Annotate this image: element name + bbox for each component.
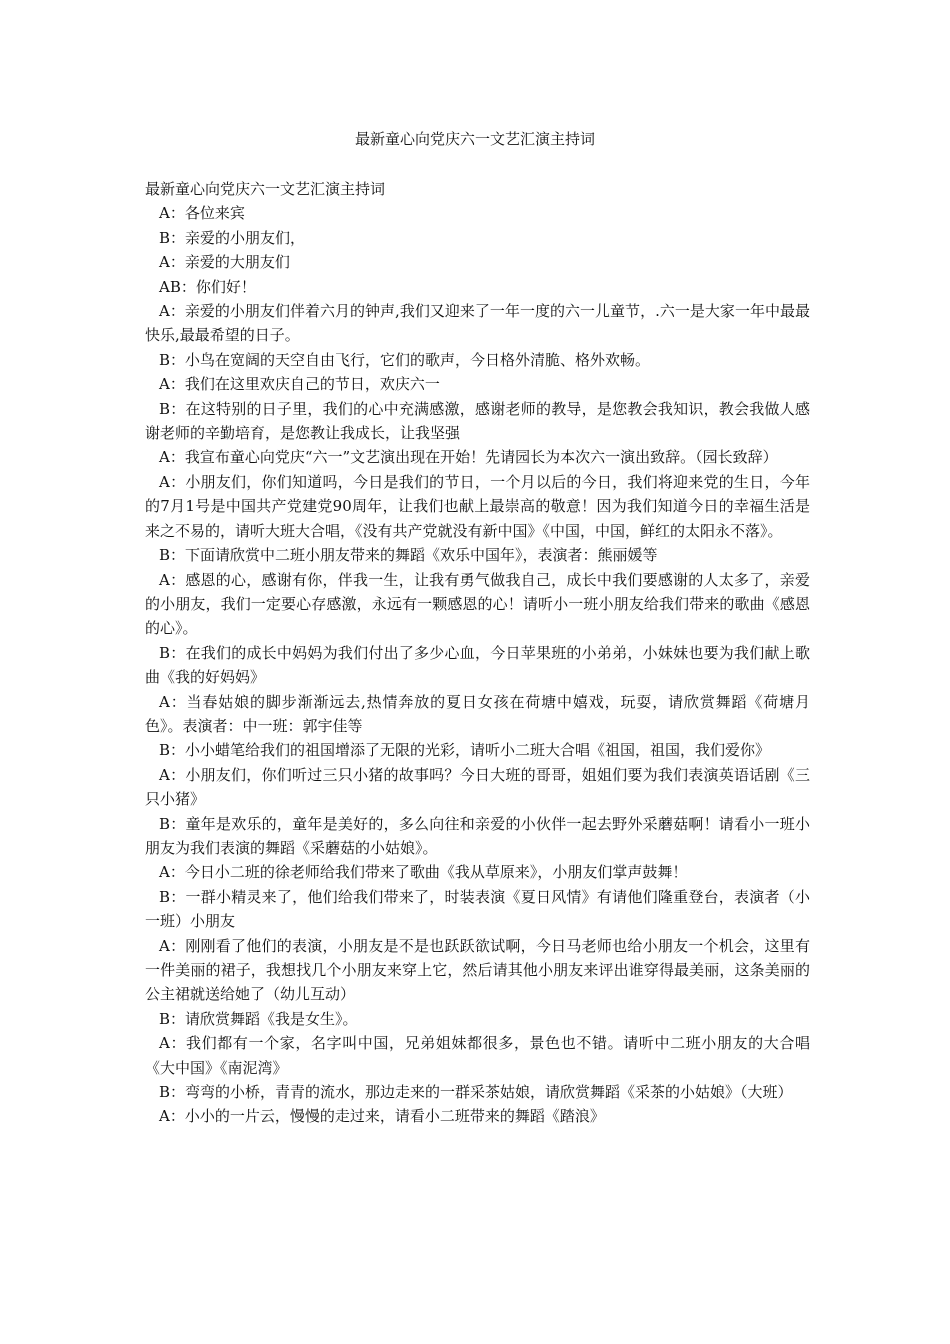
- document-body: [145, 177, 810, 1129]
- script-line: A：小小的一片云，慢慢的走过来，请看小二班带来的舞蹈《踏浪》: [159, 1107, 605, 1126]
- script-line: A：感恩的心，感谢有你，伴我一生，让我有勇气做我自己，成长中我们要感谢的人太多了，亲爱的小朋友，我们一定要心存感激，永远有一颗感恩的心！请听小一班小朋友给我们带来的歌曲《感恩的心》。: [145, 570, 810, 638]
- script-line: A：刚刚看了他们的表演，小朋友是不是也跃跃欲试啊，今日马老师也给小朋友一个机会，这里有一件美丽的裙子，我想找几个小朋友来穿上它，然后请其他小朋友来评出谁穿得最美丽，这条美丽的公主裙就送给她了（幼儿互动）: [145, 936, 810, 1004]
- script-line: B：在我们的成长中妈妈为我们付出了多少心血，今日苹果班的小弟弟，小妹妹也要为我们献上歌曲《我的好妈妈》: [145, 643, 810, 687]
- script-line: B：小鸟在宽阔的天空自由飞行，它们的歌声，今日格外清脆、格外欢畅。: [159, 350, 651, 369]
- document-subtitle: 最新童心向党庆六一文艺汇演主持词: [145, 180, 386, 198]
- script-line: A：我们在这里欢庆自己的节日，欢庆六一: [159, 375, 440, 394]
- script-line: A：小朋友们，你们知道吗，今日是我们的节日，一个月以后的今日，我们将迎来党的生日，今年的7月1号是中国共产党建党90周年，让我们也献上最崇高的敬意！因为我们知道今日的幸福生活是来之不易的，请听大班大合唱，《没有共产党就没有新中国》《中国，中国，鲜红的太阳永不落》。: [145, 472, 810, 540]
- script-line: A：今日小二班的徐老师给我们带来了歌曲《我从草原来》，小朋友们掌声鼓舞！: [159, 863, 688, 882]
- script-line: B：亲爱的小朋友们，: [159, 228, 306, 247]
- script-line: B：请欣赏舞蹈《我是女生》。: [159, 1009, 358, 1028]
- script-line: B：童年是欢乐的，童年是美好的，多么向往和亲爱的小伙伴一起去野外采蘑菇啊！请看小一班小朋友为我们表演的舞蹈《采蘑菇的小姑娘》。: [145, 814, 810, 857]
- script-line: AB：你们好！: [159, 277, 256, 296]
- script-line: B：下面请欣赏中二班小朋友带来的舞蹈《欢乐中国年》，表演者：熊丽媛等: [159, 546, 658, 565]
- script-line: A：亲爱的大朋友们: [159, 253, 290, 272]
- script-line: B：小小蜡笔给我们的祖国增添了无限的光彩，请听小二班大合唱《祖国，祖国，我们爱你》: [159, 741, 771, 760]
- document-title: 最新童心向党庆六一文艺汇演主持词: [354, 130, 595, 148]
- script-line: B：在这特别的日子里，我们的心中充满感激，感谢老师的教导，是您教会我知识，教会我做人感谢老师的辛勤培育，是您教让我成长，让我坚强: [145, 399, 810, 443]
- script-line: A：我们都有一个家，名字叫中国，兄弟姐妹都很多，景色也不错。请听中二班小朋友的大合唱《大中国》《南泥湾》: [145, 1034, 810, 1077]
- script-line: A：小朋友们，你们听过三只小猪的故事吗？今日大班的哥哥，姐姐们要为我们表演英语话剧《三只小猪》: [145, 765, 810, 809]
- script-line: B：弯弯的小桥，青青的流水，那边走来的一群采茶姑娘，请欣赏舞蹈《采茶的小姑娘》（大班）: [159, 1083, 793, 1102]
- script-line: A：各位来宾: [159, 204, 245, 223]
- script-line: A：我宣布童心向党庆“六一”文艺演出现在开始！先请园长为本次六一演出致辞。（园长致辞）: [159, 448, 778, 467]
- script-line: A：当春姑娘的脚步渐渐远去,热情奔放的夏日女孩在荷塘中嬉戏，玩耍，请欣赏舞蹈《荷塘月色》。表演者：中一班：郭宇佳等: [145, 692, 810, 735]
- script-line: A：亲爱的小朋友们伴着六月的钟声,我们又迎来了一年一度的六一儿童节，.六一是大家一年中最最快乐,最最希望的日子。: [145, 302, 810, 345]
- script-line: B：一群小精灵来了，他们给我们带来了，时装表演《夏日风情》有请他们隆重登台，表演者（小一班）小朋友: [145, 887, 810, 931]
